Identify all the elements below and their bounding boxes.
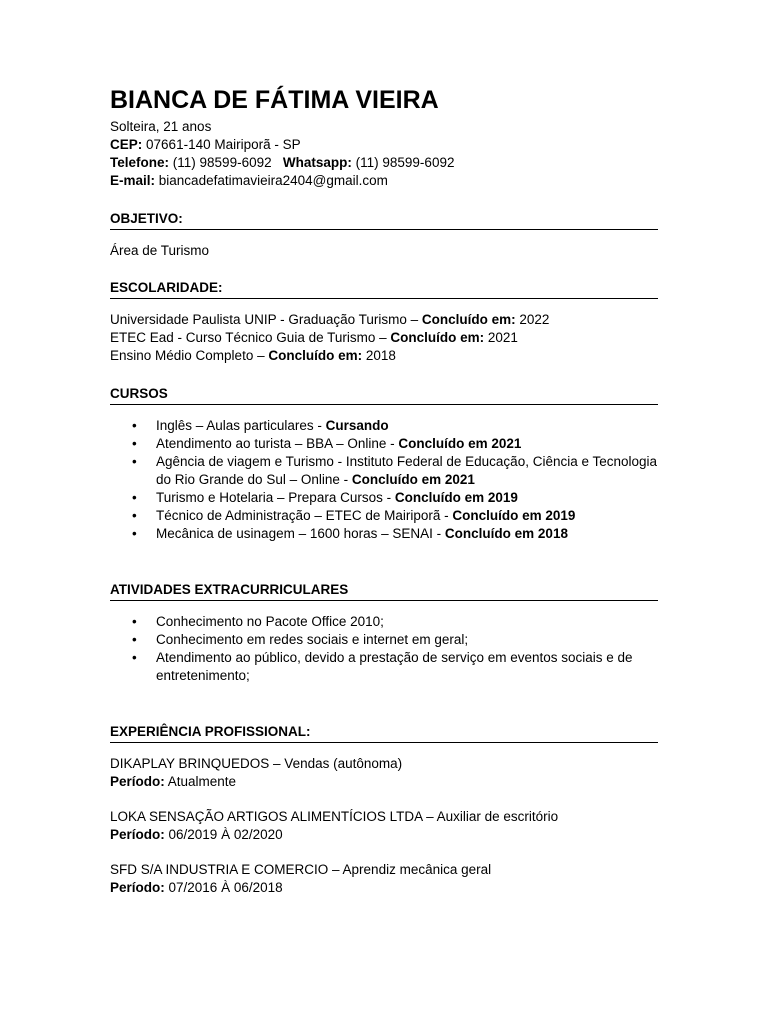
escolaridade-item-value: 2022 — [515, 312, 550, 327]
bullet-icon: • — [132, 418, 137, 433]
period-value: 07/2016 À 06/2018 — [164, 880, 283, 895]
curso-status: Concluído em 2019 — [452, 508, 576, 523]
atividade-item — [110, 649, 658, 685]
objetivo-section — [110, 210, 658, 260]
curso-text: Agência de viagem e Turismo - Instituto Federal de Educação, Ciência e Tecnologia do Rio Grande do Sul – Online - — [156, 454, 658, 487]
atividade-text: Conhecimento em redes sociais e internet em geral; — [156, 632, 469, 647]
curso-text: Mecânica de usinagem – 1600 horas – SENAI - — [156, 526, 445, 541]
bullet-icon: • — [132, 436, 137, 451]
phone-line — [110, 154, 658, 172]
curso-text: Técnico de Administração – ETEC de Mairiporã - — [156, 508, 453, 523]
curso-status: Cursando — [325, 418, 389, 433]
email-value: biancadefatimavieira2404@gmail.com — [158, 173, 388, 188]
escolaridade-item-label: Concluído em: — [390, 330, 485, 345]
curso-status: Concluído em 2018 — [444, 526, 568, 541]
escolaridade-item-value: 2018 — [362, 348, 396, 363]
curso-text: Turismo e Hotelaria – Prepara Cursos - — [156, 490, 395, 505]
curso-status: Concluído em 2021 — [351, 472, 475, 487]
atividade-text: Atendimento ao público, devido a prestação de serviço em eventos sociais e de entretenimento; — [156, 650, 633, 683]
period-value: 06/2019 À 02/2020 — [164, 827, 283, 842]
atividades-section — [110, 581, 658, 685]
escolaridade-item-text: Ensino Médio Completo – — [110, 348, 269, 363]
curso-text: Atendimento ao turista – BBA – Online - — [156, 436, 399, 451]
atividades-title: ATIVIDADES EXTRACURRICULARES — [110, 581, 658, 601]
escolaridade-item-text: Universidade Paulista UNIP - Graduação Turismo – — [110, 312, 422, 327]
phone-label: Telefone: — [110, 155, 170, 170]
experiencia-item — [110, 808, 658, 844]
period-label: Período: — [110, 827, 165, 842]
objetivo-text: Área de Turismo — [110, 243, 210, 258]
cursos-section — [110, 385, 658, 543]
atividade-item — [110, 613, 658, 631]
escolaridade-section — [110, 279, 658, 365]
resume-content — [110, 82, 658, 897]
escolaridade-item — [110, 329, 658, 347]
experiencia-period — [110, 773, 658, 791]
candidate-name: BIANCA DE FÁTIMA VIEIRA — [110, 86, 439, 114]
email-line — [110, 172, 658, 190]
curso-item — [110, 417, 658, 435]
whatsapp-value: (11) 98599-6092 — [355, 155, 455, 170]
cursos-list — [110, 417, 658, 543]
cursos-title: CURSOS — [110, 385, 658, 405]
curso-item — [110, 489, 658, 507]
escolaridade-item-value: 2021 — [484, 330, 518, 345]
curso-status: Concluído em 2021 — [398, 436, 522, 451]
escolaridade-list — [110, 311, 658, 365]
cep-value: 07661-140 Mairiporã - SP — [146, 137, 301, 152]
escolaridade-item — [110, 347, 658, 365]
experiencia-company: SFD S/A INDUSTRIA E COMERCIO – Aprendiz mecânica geral — [110, 862, 492, 877]
curso-item — [110, 435, 658, 453]
experiencia-title: EXPERIÊNCIA PROFISSIONAL: — [110, 723, 658, 743]
phone-value: (11) 98599-6092 — [172, 155, 272, 170]
curso-item — [110, 507, 658, 525]
escolaridade-item — [110, 311, 658, 329]
escolaridade-title: ESCOLARIDADE: — [110, 279, 658, 299]
experiencia-company: LOKA SENSAÇÃO ARTIGOS ALIMENTÍCIOS LTDA – Auxiliar de escritório — [110, 809, 559, 824]
cep-line — [110, 136, 658, 154]
bullet-icon: • — [132, 526, 137, 541]
curso-item — [110, 525, 658, 543]
period-value: Atualmente — [164, 774, 237, 789]
curso-item — [110, 453, 658, 489]
period-label: Período: — [110, 774, 165, 789]
bullet-icon: • — [132, 650, 137, 665]
experiencia-period — [110, 879, 658, 897]
period-label: Período: — [110, 880, 165, 895]
objetivo-title: OBJETIVO: — [110, 210, 658, 230]
curso-status: Concluído em 2019 — [394, 490, 518, 505]
bullet-icon: • — [132, 454, 137, 469]
atividade-item — [110, 631, 658, 649]
experiencia-period — [110, 826, 658, 844]
escolaridade-item-label: Concluído em: — [421, 312, 516, 327]
bullet-icon: • — [132, 508, 137, 523]
bullet-icon: • — [132, 614, 137, 629]
email-label: E-mail: — [110, 173, 156, 188]
curso-text: Inglês – Aulas particulares - — [156, 418, 326, 433]
experiencia-company: DIKAPLAY BRINQUEDOS – Vendas (autônoma) — [110, 756, 403, 771]
bullet-icon: • — [132, 632, 137, 647]
experiencia-section — [110, 723, 658, 897]
escolaridade-item-text: ETEC Ead - Curso Técnico Guia de Turismo – — [110, 330, 391, 345]
cep-label: CEP: — [110, 137, 143, 152]
atividades-list — [110, 613, 658, 685]
atividade-text: Conhecimento no Pacote Office 2010; — [156, 614, 384, 629]
experiencia-item — [110, 755, 658, 791]
whatsapp-label: Whatsapp: — [282, 155, 352, 170]
experiencia-item — [110, 861, 658, 897]
bullet-icon: • — [132, 490, 137, 505]
marital-status: Solteira, 21 anos — [110, 119, 212, 134]
escolaridade-item-label: Concluído em: — [268, 348, 363, 363]
